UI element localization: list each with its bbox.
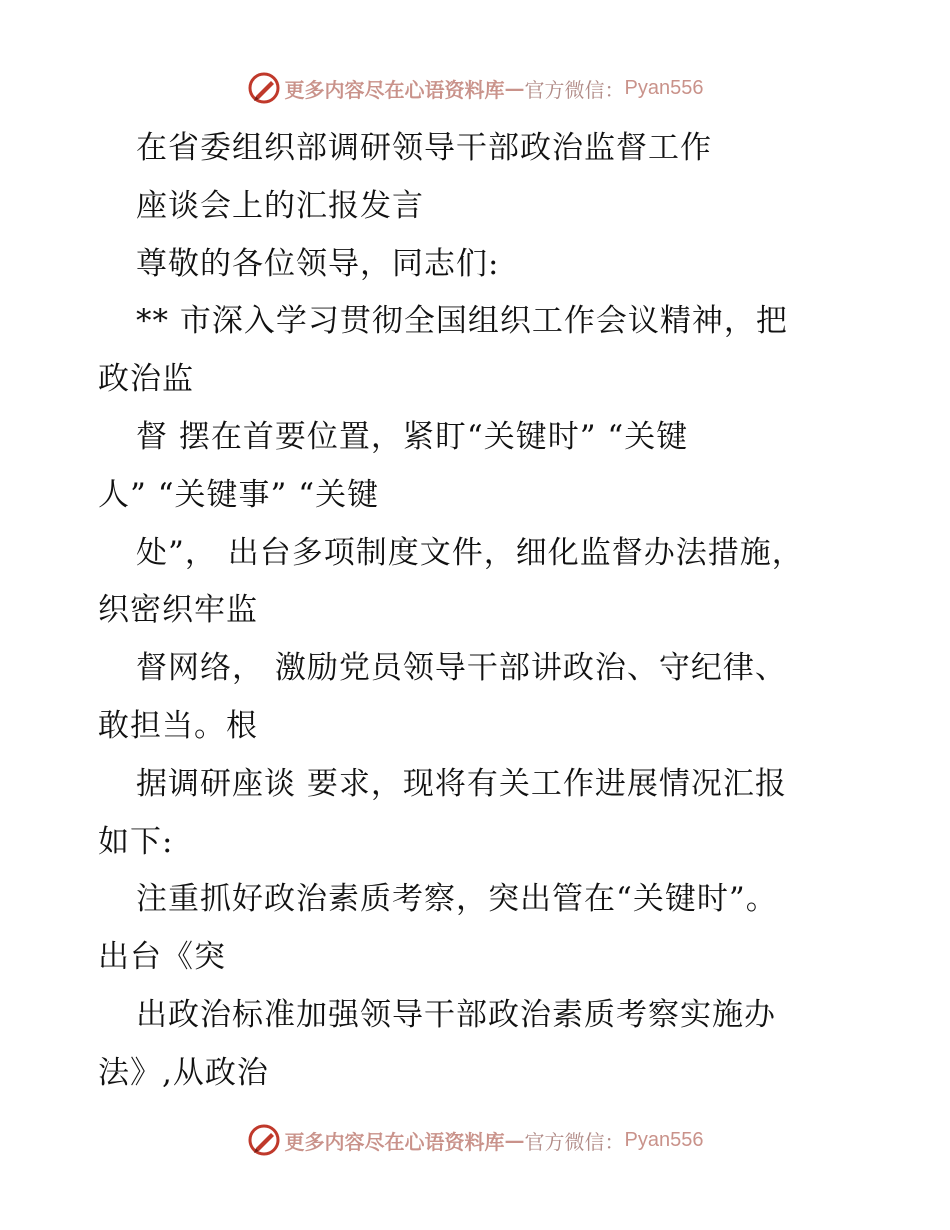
document-body bbox=[98, 120, 838, 1103]
doc-line: 政治监 bbox=[98, 361, 194, 398]
doc-line: 督 摆在首要位置，紧盯“关键时” “关键 bbox=[136, 418, 689, 455]
banner-title: 更多内容尽在心语资料库 bbox=[284, 77, 505, 102]
banner-wechat-label: 官方微信： bbox=[524, 1129, 625, 1154]
header-banner bbox=[0, 68, 950, 108]
doc-line: 据调研座谈 要求，现将有关工作进展情况汇报 bbox=[136, 765, 787, 802]
banner-wechat-id: Pyan556 bbox=[624, 1128, 704, 1151]
doc-line: 敢担当。根 bbox=[98, 707, 258, 744]
doc-line: 尊敬的各位领导，同志们: bbox=[136, 245, 500, 282]
doc-line: ** 市深入学习贯彻全国组织工作会议精神，把 bbox=[136, 303, 788, 340]
banner-wechat-id: Pyan556 bbox=[624, 76, 704, 99]
doc-line: 人” “关键事” “关键 bbox=[98, 476, 380, 513]
doc-line: 织密织牢监 bbox=[98, 592, 258, 629]
banner-wechat-label: 官方微信： bbox=[524, 77, 625, 102]
banner-separator: — bbox=[504, 76, 525, 100]
doc-line: 出台《突 bbox=[98, 939, 226, 976]
doc-line: 出政治标准加强领导干部政治素质考察实施办 bbox=[136, 996, 776, 1033]
footer-banner bbox=[0, 1120, 950, 1160]
pen-logo-icon bbox=[247, 1123, 281, 1157]
pen-logo-icon bbox=[247, 71, 281, 105]
banner-title: 更多内容尽在心语资料库 bbox=[284, 1129, 505, 1154]
banner-separator: — bbox=[504, 1128, 525, 1152]
doc-line: 座谈会上的汇报发言 bbox=[136, 187, 424, 224]
doc-line: 处”， 出台多项制度文件，细化监督办法措施， bbox=[136, 534, 804, 571]
doc-line: 在省委组织部调研领导干部政治监督工作 bbox=[136, 130, 712, 166]
doc-line: 法》,从政治 bbox=[98, 1054, 269, 1091]
doc-line: 注重抓好政治素质考察，突出管在“关键时”。 bbox=[136, 881, 778, 918]
doc-line: 如下: bbox=[98, 823, 174, 860]
doc-line: 督网络， 激励党员领导干部讲政治、守纪律、 bbox=[136, 650, 787, 687]
